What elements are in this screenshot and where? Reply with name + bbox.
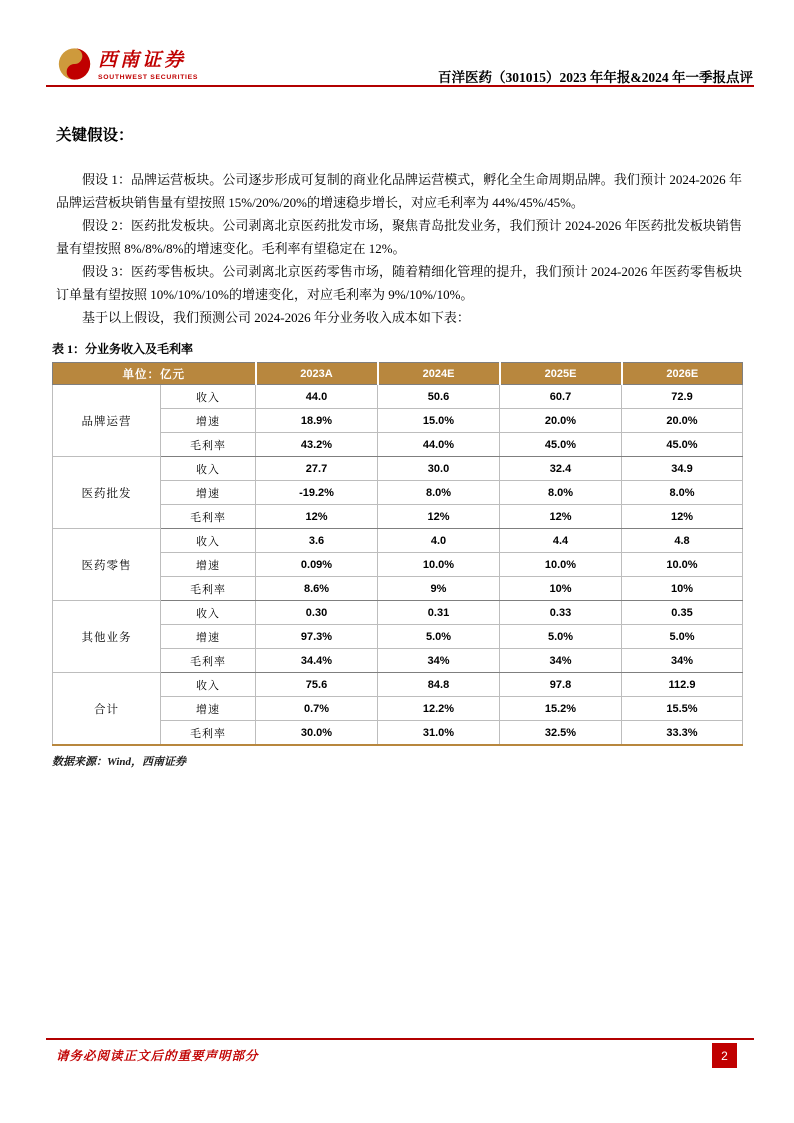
value-cell: 45.0% (622, 433, 743, 457)
table-row (53, 457, 743, 481)
value-cell: 0.7% (256, 697, 378, 721)
value-cell: 12.2% (378, 697, 500, 721)
metric-cell: 收入 (161, 385, 256, 409)
value-cell: 0.31 (378, 601, 500, 625)
metric-cell: 增速 (161, 553, 256, 577)
metric-cell: 毛利率 (161, 577, 256, 601)
value-cell: 44.0 (256, 385, 378, 409)
value-cell: 45.0% (500, 433, 622, 457)
segment-name-cell: 其他业务 (53, 601, 161, 673)
metric-cell: 增速 (161, 481, 256, 505)
value-cell: 10.0% (500, 553, 622, 577)
value-cell: 34% (378, 649, 500, 673)
value-cell: 3.6 (256, 529, 378, 553)
year-header-2024E: 2024E (378, 363, 500, 385)
value-cell: 8.0% (378, 481, 500, 505)
value-cell: 34.9 (622, 457, 743, 481)
brand-text (98, 46, 198, 81)
assumption-paragraph-1: 假设 1：品牌运营板块。公司逐步形成可复制的商业化品牌运营模式，孵化全生命周期品牌。我们预计 2024-2026 年品牌运营板块销售量有望按照 15%/20%/20%的增速稳步增长，对应毛利率为 44%/45%/45%。 (56, 172, 742, 210)
value-cell: 12% (256, 505, 378, 529)
value-cell: 4.8 (622, 529, 743, 553)
value-cell: 0.35 (622, 601, 743, 625)
value-cell: 15.0% (378, 409, 500, 433)
segment-name-cell: 医药批发 (53, 457, 161, 529)
unit-header-cell: 单位：亿元 (53, 363, 256, 385)
value-cell: 30.0% (256, 721, 378, 746)
swirl-logo-icon (58, 46, 91, 82)
value-cell: 4.4 (500, 529, 622, 553)
value-cell: 9% (378, 577, 500, 601)
value-cell: 12% (378, 505, 500, 529)
table-row (53, 385, 743, 409)
value-cell: 33.3% (622, 721, 743, 746)
table-row (53, 529, 743, 553)
report-title: 百洋医药（301015）2023 年年报&2024 年一季报点评 (438, 70, 753, 85)
metric-cell: 毛利率 (161, 433, 256, 457)
data-source-note: 数据来源：Wind，西南证券 (52, 756, 187, 768)
segment-name-cell: 品牌运营 (53, 385, 161, 457)
metric-cell: 收入 (161, 529, 256, 553)
metric-cell: 增速 (161, 409, 256, 433)
value-cell: 8.6% (256, 577, 378, 601)
brand-logo (58, 46, 198, 82)
metric-cell: 收入 (161, 457, 256, 481)
assumption-paragraph-2: 假设 2：医药批发板块。公司剥离北京医药批发市场，聚焦青岛批发业务，我们预计 2024-2026 年医药批发板块销售量有望按照 8%/8%/8%的增速变化。毛利率有望稳定在 12%。 (56, 218, 742, 256)
value-cell: 10% (500, 577, 622, 601)
value-cell: 34% (500, 649, 622, 673)
value-cell: 112.9 (622, 673, 743, 697)
value-cell: 43.2% (256, 433, 378, 457)
value-cell: 4.0 (378, 529, 500, 553)
footer-disclaimer: 请务必阅读正文后的重要声明部分 (56, 1049, 259, 1063)
value-cell: 20.0% (622, 409, 743, 433)
year-header-2026E: 2026E (622, 363, 743, 385)
value-cell: 10.0% (622, 553, 743, 577)
value-cell: 10% (622, 577, 743, 601)
section-heading: 关键假设： (56, 127, 134, 144)
main-content (52, 126, 742, 769)
value-cell: 75.6 (256, 673, 378, 697)
metric-cell: 收入 (161, 673, 256, 697)
value-cell: 97.3% (256, 625, 378, 649)
value-cell: 20.0% (500, 409, 622, 433)
value-cell: 32.5% (500, 721, 622, 746)
value-cell: 50.6 (378, 385, 500, 409)
intro-to-table-paragraph: 基于以上假设，我们预测公司 2024-2026 年分业务收入成本如下表： (82, 310, 470, 325)
year-header-2023A: 2023A (256, 363, 378, 385)
table-caption: 表 1：分业务收入及毛利率 (52, 342, 194, 356)
value-cell: 15.5% (622, 697, 743, 721)
value-cell: 60.7 (500, 385, 622, 409)
value-cell: 0.09% (256, 553, 378, 577)
value-cell: 5.0% (500, 625, 622, 649)
metric-cell: 增速 (161, 625, 256, 649)
value-cell: 8.0% (500, 481, 622, 505)
value-cell: 0.30 (256, 601, 378, 625)
brand-name-cn: 西南证券 (98, 50, 187, 71)
segment-revenue-table (52, 362, 743, 746)
metric-cell: 毛利率 (161, 505, 256, 529)
year-header-2025E: 2025E (500, 363, 622, 385)
value-cell: 5.0% (622, 625, 743, 649)
value-cell: 15.2% (500, 697, 622, 721)
value-cell: 32.4 (500, 457, 622, 481)
value-cell: 18.9% (256, 409, 378, 433)
value-cell: 84.8 (378, 673, 500, 697)
metric-cell: 毛利率 (161, 649, 256, 673)
segment-name-cell: 合计 (53, 673, 161, 746)
value-cell: 34.4% (256, 649, 378, 673)
value-cell: 0.33 (500, 601, 622, 625)
value-cell: 44.0% (378, 433, 500, 457)
footer-rule (46, 1038, 754, 1040)
table-row (53, 673, 743, 697)
value-cell: 72.9 (622, 385, 743, 409)
value-cell: 5.0% (378, 625, 500, 649)
value-cell: 27.7 (256, 457, 378, 481)
page-number-badge: 2 (712, 1043, 737, 1068)
metric-cell: 增速 (161, 697, 256, 721)
value-cell: 12% (500, 505, 622, 529)
table-header-row (53, 363, 743, 385)
value-cell: -19.2% (256, 481, 378, 505)
assumption-paragraph-3: 假设 3：医药零售板块。公司剥离北京医药零售市场，随着精细化管理的提升，我们预计 2024-2026 年医药零售板块订单量有望按照 10%/10%/10%的增速变化，对应毛利率为 9%/10%/10%。 (56, 264, 742, 302)
brand-name-en: SOUTHWEST SECURITIES (98, 74, 199, 81)
table-row (53, 601, 743, 625)
segment-name-cell: 医药零售 (53, 529, 161, 601)
value-cell: 10.0% (378, 553, 500, 577)
metric-cell: 收入 (161, 601, 256, 625)
value-cell: 97.8 (500, 673, 622, 697)
value-cell: 12% (622, 505, 743, 529)
value-cell: 31.0% (378, 721, 500, 746)
value-cell: 8.0% (622, 481, 743, 505)
metric-cell: 毛利率 (161, 721, 256, 746)
value-cell: 34% (622, 649, 743, 673)
value-cell: 30.0 (378, 457, 500, 481)
header-rule (46, 85, 754, 87)
